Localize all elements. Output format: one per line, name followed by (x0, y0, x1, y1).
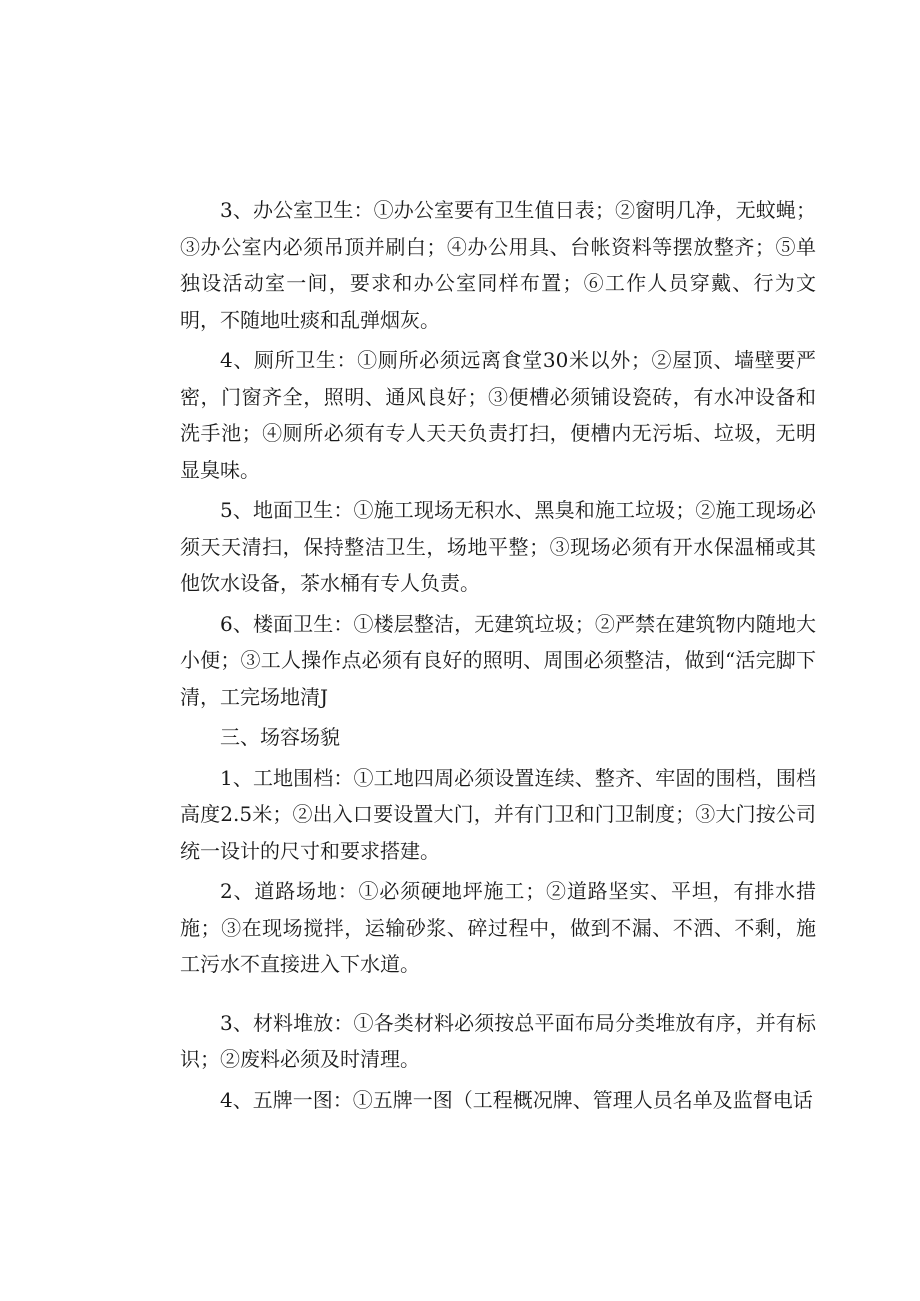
section-heading-site-appearance: 三、场容场貌 (220, 725, 340, 749)
paragraph-ground-hygiene: 5、地面卫生：①施工现场无积水、黑臭和施工垃圾；②施工现场必须天天清扫，保持整洁卫生，场地平整；③现场必须有开水保温桶或其他饮水设备，茶水桶有专人负责。 (180, 498, 816, 595)
document-body (180, 192, 816, 1122)
paragraph-site-fence: 1、工地围档：①工地四周必须设置连续、整齐、牢固的围档，围档高度2.5米；②出入口要设置大门，并有门卫和门卫制度；③大门按公司统一设计的尺寸和要求搭建。 (180, 765, 816, 863)
paragraph-floor-hygiene: 6、楼面卫生：①楼层整洁，无建筑垃圾；②严禁在建筑物内随地大小便；③工人操作点必须有良好的照明、周围必须整洁，做到“活完脚下清，工完场地清J (180, 611, 816, 709)
paragraph-material-stacking: 3、材料堆放：①各类材料必须按总平面布局分类堆放有序，并有标识；②废料必须及时清理。 (180, 1010, 816, 1071)
paragraph-office-hygiene: 3、办公室卫生：①办公室要有卫生值日表；②窗明几净，无蚊蝇；③办公室内必须吊顶并刷白；④办公用具、台帐资料等摆放整齐；⑤单独设活动室一间，要求和办公室同样布置；⑥工作人员穿戴、行为文明，不随地吐痰和乱弹烟灰。 (180, 198, 816, 332)
paragraph-toilet-hygiene: 4、厕所卫生：①厕所必须远离食堂30米以外；②屋顶、墙壁要严密，门窗齐全，照明、通风良好；③便槽必须铺设瓷砖，有水冲设备和洗手池；④厕所必须有专人天天负责打扫，便槽内无污垢、垃圾，无明显臭味。 (180, 348, 816, 482)
paragraph-road-site: 2、道路场地：①必须硬地坪施工；②道路坚实、平坦，有排水措施；③在现场搅拌，运输砂浆、碎过程中，做到不漏、不洒、不剩，施工污水不直接进入下水道。 (180, 879, 816, 976)
paragraph-five-boards-one-map: 4、五牌一图：①五牌一图（工程概况牌、管理人员名单及监督电话 (220, 1087, 813, 1112)
